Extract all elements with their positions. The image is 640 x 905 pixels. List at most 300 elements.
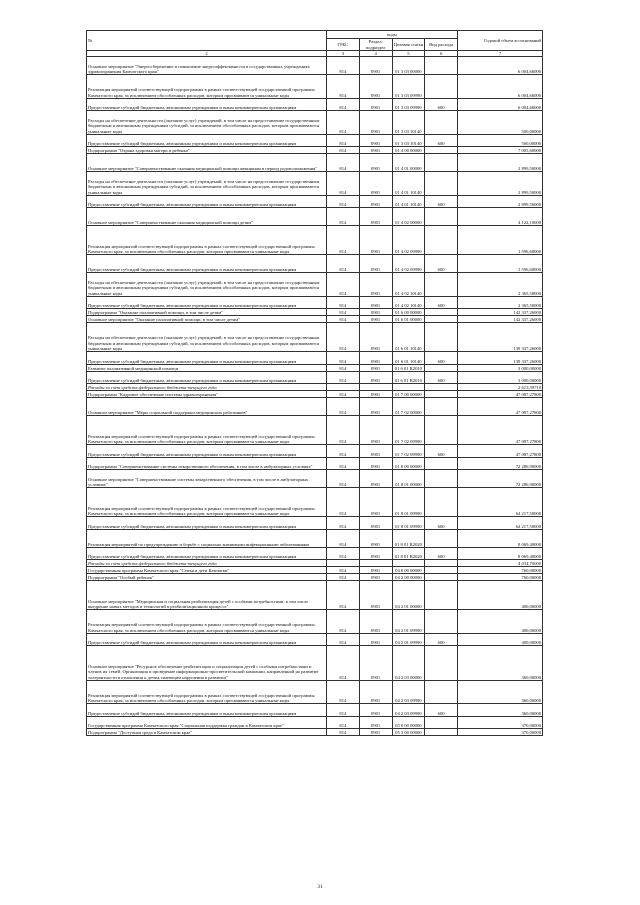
row-grbs: 814 xyxy=(327,273,360,297)
row-vid xyxy=(425,364,458,371)
row-vid: 600 xyxy=(425,633,458,646)
table-row xyxy=(87,470,543,488)
budget-table xyxy=(86,30,543,736)
row-grbs: 814 xyxy=(327,517,360,530)
row-name: Расходы на обеспечение деятельности (оказание услуг) учреждений, в том числе на предоставление государственным бюджетным и автономным учреждениям субсидий, за исключением обособленных расходов, которым присваиваются уникальные коды xyxy=(87,323,327,352)
table-row xyxy=(87,273,543,297)
header-col-number: 5 xyxy=(392,51,425,57)
table-row xyxy=(87,646,543,681)
row-celevaya: 01 6 01 R2010 xyxy=(392,371,425,384)
row-razdel: 0901 xyxy=(359,445,392,458)
table-row xyxy=(87,680,543,704)
row-grbs: 814 xyxy=(327,323,360,352)
row-celevaya: 01 4 00 00000 xyxy=(392,147,425,154)
row-celevaya: 01 4 02 09990 xyxy=(392,255,425,273)
table-row xyxy=(87,567,543,574)
row-grbs: 814 xyxy=(327,352,360,365)
row-vid xyxy=(425,57,458,75)
row-celevaya: 05 0 00 00000 xyxy=(392,716,425,729)
row-sum: 400,00000 xyxy=(458,610,543,634)
row-name: Расходы на обеспечение деятельности (оказание услуг) учреждений, в том числе на предоставление государственным бюджетным и автономным учреждениям субсидий, за исключением обособленных расходов, которым присваиваются уникальные коды xyxy=(87,273,327,297)
row-razdel: 0901 xyxy=(359,398,392,416)
row-grbs: 814 xyxy=(327,704,360,717)
row-grbs: 814 xyxy=(327,172,360,196)
row-grbs: 814 xyxy=(327,398,360,416)
table-body xyxy=(87,57,543,736)
table-row xyxy=(87,729,543,736)
row-sum: 47 087,27800 xyxy=(458,391,543,398)
row-celevaya: 04 2 03 00000 xyxy=(392,646,425,681)
row-name: Государственная программа Камчатского края "Семья и дети Камчатки" xyxy=(87,567,327,574)
table-row xyxy=(87,560,543,567)
row-razdel: 0901 xyxy=(359,391,392,398)
row-sum: 1 596,60000 xyxy=(458,226,543,255)
row-razdel: 0901 xyxy=(359,134,392,147)
row-celevaya: 01 4 01 00000 xyxy=(392,154,425,172)
row-grbs: 814 xyxy=(327,391,360,398)
row-celevaya: 01 4 02 09990 xyxy=(392,226,425,255)
row-vid: 600 xyxy=(425,134,458,147)
row-vid: 600 xyxy=(425,517,458,530)
row-celevaya: 01 8 01 09990 xyxy=(392,488,425,517)
row-vid xyxy=(425,154,458,172)
row-celevaya: 01 4 02 10140 xyxy=(392,296,425,309)
row-celevaya: 04 2 00 00000 xyxy=(392,574,425,581)
row-name: Подпрограмма "Охрана здоровья матери и ребенка" xyxy=(87,147,327,154)
row-grbs: 814 xyxy=(327,445,360,458)
row-sum: 760,00000 xyxy=(458,567,543,574)
row-name: Основное мероприятие "Ресурсное обеспечение реабилитации и социализации детей с особыми потребностями и членов их семей. Организация и проведение информационно-просветительской кампании, направленной на развитие толерантности в отношении к детям, имеющим нарушения в развитии" xyxy=(87,646,327,681)
row-name: Предоставление субсидий бюджетным, автономным учреждениям и иным некоммерческим организациям xyxy=(87,704,327,717)
row-name: Основное мероприятие "Меры социальной поддержки медицинских работников" xyxy=(87,398,327,416)
row-name: Расходы за счет средств федерального бюджета текущего года xyxy=(87,384,327,391)
row-celevaya: 04 2 01 00000 xyxy=(392,581,425,610)
row-name: Основное мероприятие "Совершенствование оказания медицинской помощи детям" xyxy=(87,208,327,226)
row-vid xyxy=(425,398,458,416)
row-celevaya: 01 6 01 R2010 xyxy=(392,364,425,371)
row-razdel: 0901 xyxy=(359,574,392,581)
row-celevaya xyxy=(392,560,425,567)
row-vid: 600 xyxy=(425,98,458,111)
row-name: Подпрограмма "Доступная среда в Камчатском крае" xyxy=(87,729,327,736)
row-razdel: 0901 xyxy=(359,547,392,560)
row-sum: 4 122,10000 xyxy=(458,208,543,226)
header-codes: коды xyxy=(327,31,458,39)
table-row xyxy=(87,134,543,147)
row-celevaya: 01 7 00 00000 xyxy=(392,391,425,398)
row-name: Реализация мероприятий соответствующей подпрограммы в рамках соответствующей государственной программы Камчатского края, за исключением обособленных расходов, которым присваиваются уникальные коды xyxy=(87,75,327,99)
row-sum: 142 337,26000 xyxy=(458,316,543,323)
row-vid xyxy=(425,567,458,574)
row-sum: 142 337,26000 xyxy=(458,309,543,316)
row-razdel: 0901 xyxy=(359,195,392,208)
row-sum: 400,00000 xyxy=(458,633,543,646)
row-name: Предоставление субсидий бюджетным, автономным учреждениям и иным некоммерческим организациям xyxy=(87,255,327,273)
row-vid xyxy=(425,610,458,634)
table-row xyxy=(87,398,543,416)
row-sum: 8 069,40000 xyxy=(458,547,543,560)
row-vid: 600 xyxy=(425,371,458,384)
row-grbs: 814 xyxy=(327,416,360,445)
row-celevaya: 01 8 01 R2020 xyxy=(392,547,425,560)
row-razdel: 0901 xyxy=(359,457,392,470)
row-razdel: 0901 xyxy=(359,517,392,530)
row-celevaya: 04 2 01 09990 xyxy=(392,610,425,634)
row-sum: 8 069,40000 xyxy=(458,529,543,547)
row-razdel: 0901 xyxy=(359,529,392,547)
row-grbs xyxy=(327,560,360,567)
row-sum: 3 000,00000 xyxy=(458,371,543,384)
header-num: № xyxy=(87,31,327,51)
row-name: Расходы на обеспечение деятельности (оказание услуг) учреждений, в том числе на предоставление государственным бюджетным и автономным учреждениям субсидий, за исключением обособленных расходов, которым присваиваются уникальные коды xyxy=(87,111,327,135)
row-celevaya: 01 6 01 10140 xyxy=(392,323,425,352)
row-razdel: 0901 xyxy=(359,610,392,634)
row-razdel: 0901 xyxy=(359,633,392,646)
row-vid: 600 xyxy=(425,255,458,273)
row-vid xyxy=(425,147,458,154)
row-vid xyxy=(425,172,458,196)
row-razdel xyxy=(359,384,392,391)
table-row xyxy=(87,488,543,517)
row-celevaya: 01 7 02 09990 xyxy=(392,416,425,445)
row-razdel: 0901 xyxy=(359,226,392,255)
row-vid xyxy=(425,309,458,316)
header-col-number: 2 xyxy=(87,51,327,57)
row-grbs xyxy=(327,384,360,391)
header-vid: Вид расхода xyxy=(425,39,458,51)
row-grbs: 814 xyxy=(327,457,360,470)
table-row xyxy=(87,316,543,323)
row-name: Реализация мероприятий соответствующей подпрограммы в рамках соответствующей государственной программы Камчатского края, за исключением обособленных расходов, которым присваиваются уникальные коды xyxy=(87,488,327,517)
table-row xyxy=(87,172,543,196)
row-name: Предоставление субсидий бюджетным, автономным учреждениям и иным некоммерческим организациям xyxy=(87,633,327,646)
row-vid: 600 xyxy=(425,547,458,560)
row-grbs: 814 xyxy=(327,134,360,147)
row-name: Реализация мероприятий соответствующей подпрограммы в рамках соответствующей государственной программы Камчатского края, за исключением обособленных расходов, которым присваиваются уникальные коды xyxy=(87,610,327,634)
row-name: Предоставление субсидий бюджетным, автономным учреждениям и иным некоммерческим организациям xyxy=(87,296,327,309)
table-row xyxy=(87,309,543,316)
row-vid xyxy=(425,729,458,736)
row-razdel: 0901 xyxy=(359,255,392,273)
row-vid: 600 xyxy=(425,296,458,309)
table-row xyxy=(87,633,543,646)
table-row xyxy=(87,610,543,634)
row-name: Основное мероприятие "Совершенствование системы лекарственного обеспечения, в том числе в амбулаторных условиях" xyxy=(87,470,327,488)
row-vid: 600 xyxy=(425,352,458,365)
row-vid xyxy=(425,529,458,547)
row-celevaya: 01 3 03 10140 xyxy=(392,134,425,147)
table-row xyxy=(87,111,543,135)
row-sum: 139 337,26000 xyxy=(458,323,543,352)
row-sum: 3 000,00000 xyxy=(458,364,543,371)
row-grbs: 814 xyxy=(327,488,360,517)
row-celevaya: 01 4 02 10140 xyxy=(392,273,425,297)
row-sum: 360,00000 xyxy=(458,646,543,681)
table-row xyxy=(87,352,543,365)
row-name: Реализация мероприятий соответствующей подпрограммы в рамках соответствующей государственной программы Камчатского края, за исключением обособленных расходов, которым присваиваются уникальные коды xyxy=(87,680,327,704)
row-razdel: 0901 xyxy=(359,57,392,75)
table-row xyxy=(87,364,543,371)
table-row xyxy=(87,529,543,547)
row-name: Основное мероприятие "Оказание паллиативной помощи, в том числе детям" xyxy=(87,316,327,323)
row-vid xyxy=(425,646,458,681)
row-razdel: 0901 xyxy=(359,208,392,226)
row-celevaya: 01 3 03 10140 xyxy=(392,111,425,135)
row-celevaya: 01 8 01 R2020 xyxy=(392,529,425,547)
row-razdel: 0901 xyxy=(359,371,392,384)
row-razdel: 0901 xyxy=(359,296,392,309)
row-celevaya: 01 3 03 09990 xyxy=(392,98,425,111)
row-razdel: 0901 xyxy=(359,581,392,610)
row-vid: 600 xyxy=(425,445,458,458)
row-vid xyxy=(425,416,458,445)
row-sum: 370,00000 xyxy=(458,729,543,736)
row-sum: 47 087,27800 xyxy=(458,416,543,445)
row-name: Предоставление субсидий бюджетным, автономным учреждениям и иным некоммерческим организациям xyxy=(87,371,327,384)
table-row xyxy=(87,57,543,75)
table-header xyxy=(87,31,543,57)
row-grbs: 814 xyxy=(327,529,360,547)
table-row xyxy=(87,445,543,458)
row-grbs: 814 xyxy=(327,371,360,384)
row-name: Подпрограмма "Особый ребенок" xyxy=(87,574,327,581)
row-grbs: 814 xyxy=(327,226,360,255)
row-grbs: 814 xyxy=(327,154,360,172)
row-grbs: 814 xyxy=(327,470,360,488)
row-grbs: 814 xyxy=(327,716,360,729)
row-vid xyxy=(425,680,458,704)
row-vid xyxy=(425,208,458,226)
row-sum: 139 337,26000 xyxy=(458,352,543,365)
row-vid xyxy=(425,75,458,99)
row-razdel: 0901 xyxy=(359,567,392,574)
row-razdel: 0901 xyxy=(359,111,392,135)
row-sum: 360,00000 xyxy=(458,680,543,704)
row-sum: 4 034,70000 xyxy=(458,560,543,567)
header-razdel: Раздел, подраздел xyxy=(359,39,392,51)
row-razdel: 0901 xyxy=(359,470,392,488)
row-celevaya: 05 3 00 00000 xyxy=(392,729,425,736)
row-grbs: 814 xyxy=(327,195,360,208)
row-vid xyxy=(425,111,458,135)
row-sum: 500,00000 xyxy=(458,134,543,147)
row-sum: 2 365,50000 xyxy=(458,296,543,309)
table-row xyxy=(87,547,543,560)
row-sum: 2 899,50000 xyxy=(458,172,543,196)
row-sum: 6 004,66000 xyxy=(458,98,543,111)
row-razdel: 0901 xyxy=(359,716,392,729)
row-name: Подпрограмма "Оказание паллиативной помощи, в том числе детям" xyxy=(87,309,327,316)
header-col-number: 3 xyxy=(327,51,360,57)
row-celevaya: 01 8 00 00000 xyxy=(392,457,425,470)
row-name: Расходы на обеспечение деятельности (оказание услуг) учреждений, в том числе на предоставление государственным бюджетным и автономным учреждениям субсидий, за исключением обособленных расходов, которым присваиваются уникальные коды xyxy=(87,172,327,196)
header-sum: Годовой объем ассигнований xyxy=(458,31,543,51)
row-sum: 47 087,27800 xyxy=(458,445,543,458)
row-vid: 600 xyxy=(425,704,458,717)
row-sum: 72 286,90000 xyxy=(458,457,543,470)
row-razdel: 0901 xyxy=(359,309,392,316)
row-celevaya: 01 4 01 10140 xyxy=(392,195,425,208)
row-name: Реализация мероприятий соответствующей подпрограммы в рамках соответствующей государственной программы Камчатского края, за исключением обособленных расходов, которым присваиваются уникальные коды xyxy=(87,416,327,445)
row-sum: 2 899,50000 xyxy=(458,154,543,172)
row-razdel: 0901 xyxy=(359,416,392,445)
row-grbs: 814 xyxy=(327,547,360,560)
row-grbs: 814 xyxy=(327,75,360,99)
row-grbs: 814 xyxy=(327,296,360,309)
row-grbs: 814 xyxy=(327,208,360,226)
row-grbs: 814 xyxy=(327,633,360,646)
header-col-number: 6 xyxy=(425,51,458,57)
table-row xyxy=(87,208,543,226)
row-sum: 1 596,60000 xyxy=(458,255,543,273)
row-name: Основное мероприятие "Медицинская и социальная реабилитация детей с особыми потребностями, в том числе внедрение новых методов и технологий в реабилитационном процессе" xyxy=(87,581,327,610)
table-row xyxy=(87,574,543,581)
row-razdel: 0901 xyxy=(359,147,392,154)
document-page xyxy=(86,30,543,736)
row-sum: 2 365,50000 xyxy=(458,273,543,297)
row-grbs: 814 xyxy=(327,567,360,574)
row-grbs: 814 xyxy=(327,98,360,111)
row-name: Предоставление субсидий бюджетным, автономным учреждениям и иным некоммерческим организациям xyxy=(87,445,327,458)
row-celevaya: 01 4 01 10140 xyxy=(392,172,425,196)
row-name: Предоставление субсидий бюджетным, автономным учреждениям и иным некоммерческим организациям xyxy=(87,195,327,208)
row-sum: 2 899,50000 xyxy=(458,195,543,208)
table-row xyxy=(87,255,543,273)
table-row xyxy=(87,226,543,255)
row-sum: 72 286,90000 xyxy=(458,470,543,488)
row-name: Государственная программа Камчатского края "Социальная поддержка граждан в Камчатском крае" xyxy=(87,716,327,729)
row-name: Предоставление субсидий бюджетным, автономным учреждениям и иным некоммерческим организациям xyxy=(87,98,327,111)
row-name: Развитие паллиативной медицинской помощи xyxy=(87,364,327,371)
row-razdel: 0901 xyxy=(359,323,392,352)
row-name: Предоставление субсидий бюджетным, автономным учреждениям и иным некоммерческим организациям xyxy=(87,134,327,147)
table-row xyxy=(87,98,543,111)
row-name: Реализация мероприятий по предупреждению и борьбе с социально значимыми инфекционными заболеваниями xyxy=(87,529,327,547)
row-vid xyxy=(425,488,458,517)
row-vid xyxy=(425,384,458,391)
row-celevaya: 04 2 01 09990 xyxy=(392,633,425,646)
table-row xyxy=(87,154,543,172)
row-name: Предоставление субсидий бюджетным, автономным учреждениям и иным некоммерческим организациям xyxy=(87,547,327,560)
row-razdel: 0901 xyxy=(359,98,392,111)
row-razdel: 0901 xyxy=(359,352,392,365)
row-vid xyxy=(425,391,458,398)
row-vid: 600 xyxy=(425,195,458,208)
row-sum: 500,00000 xyxy=(458,111,543,135)
table-row xyxy=(87,416,543,445)
row-grbs: 814 xyxy=(327,57,360,75)
table-row xyxy=(87,323,543,352)
row-celevaya: 01 8 01 00000 xyxy=(392,470,425,488)
row-razdel: 0901 xyxy=(359,154,392,172)
row-razdel xyxy=(359,560,392,567)
row-vid xyxy=(425,560,458,567)
table-row xyxy=(87,457,543,470)
row-celevaya xyxy=(392,384,425,391)
row-grbs: 814 xyxy=(327,680,360,704)
row-grbs: 814 xyxy=(327,255,360,273)
row-razdel: 0901 xyxy=(359,75,392,99)
row-grbs: 814 xyxy=(327,147,360,154)
header-celevaya: Целевая статья xyxy=(392,39,425,51)
page-number: 31 xyxy=(317,884,323,890)
row-razdel: 0901 xyxy=(359,488,392,517)
row-razdel: 0901 xyxy=(359,364,392,371)
table-row xyxy=(87,371,543,384)
row-sum: 6 004,66000 xyxy=(458,57,543,75)
row-vid xyxy=(425,581,458,610)
row-name: Расходы за счет средств федерального бюджета текущего года xyxy=(87,560,327,567)
row-celevaya: 04 2 03 09990 xyxy=(392,680,425,704)
row-sum: 7 005,60000 xyxy=(458,147,543,154)
row-grbs: 814 xyxy=(327,309,360,316)
row-celevaya: 01 4 02 00000 xyxy=(392,208,425,226)
row-celevaya: 01 3 03 09990 xyxy=(392,75,425,99)
header-col-number: 4 xyxy=(359,51,392,57)
table-row xyxy=(87,704,543,717)
row-celevaya: 01 6 00 00000 xyxy=(392,309,425,316)
row-name: Основное мероприятие "Энергосбережение и повышение энергоэффективности в государственных учреждениях здравоохранения Камчатского края" xyxy=(87,57,327,75)
row-sum: 64 217,50000 xyxy=(458,517,543,530)
row-grbs: 814 xyxy=(327,364,360,371)
row-celevaya: 01 6 01 00000 xyxy=(392,316,425,323)
table-row xyxy=(87,716,543,729)
row-sum: 400,00000 xyxy=(458,581,543,610)
row-sum: 370,00000 xyxy=(458,716,543,729)
row-name: Основное мероприятие "Совершенствование оказания медицинской помощи женщинам в период родовспоможения" xyxy=(87,154,327,172)
row-sum: 64 217,50000 xyxy=(458,488,543,517)
row-razdel: 0901 xyxy=(359,729,392,736)
row-name: Подпрограмма "Совершенствование системы лекарственного обеспечения, в том числе в амбулаторных условиях" xyxy=(87,457,327,470)
row-razdel: 0901 xyxy=(359,704,392,717)
row-celevaya: 01 8 01 09990 xyxy=(392,517,425,530)
row-vid xyxy=(425,316,458,323)
row-sum: 2 613,39710 xyxy=(458,384,543,391)
table-row xyxy=(87,147,543,154)
table-row xyxy=(87,391,543,398)
table-row xyxy=(87,517,543,530)
table-row xyxy=(87,384,543,391)
row-name: Предоставление субсидий бюджетным, автономным учреждениям и иным некоммерческим организациям xyxy=(87,352,327,365)
row-razdel: 0901 xyxy=(359,273,392,297)
row-vid xyxy=(425,323,458,352)
row-celevaya: 04 2 03 09990 xyxy=(392,704,425,717)
row-celevaya: 01 7 02 00000 xyxy=(392,398,425,416)
header-col-number: 7 xyxy=(458,51,543,57)
row-sum: 47 087,27800 xyxy=(458,398,543,416)
row-sum: 6 004,66000 xyxy=(458,75,543,99)
row-razdel: 0901 xyxy=(359,172,392,196)
row-grbs: 814 xyxy=(327,646,360,681)
row-grbs: 814 xyxy=(327,111,360,135)
row-razdel: 0901 xyxy=(359,646,392,681)
table-row xyxy=(87,75,543,99)
row-celevaya: 04 0 00 00000 xyxy=(392,567,425,574)
row-grbs: 814 xyxy=(327,581,360,610)
row-vid xyxy=(425,457,458,470)
row-grbs: 814 xyxy=(327,729,360,736)
row-sum: 760,00000 xyxy=(458,574,543,581)
header-grbs: ГРБС xyxy=(327,39,360,51)
row-grbs: 814 xyxy=(327,574,360,581)
row-grbs: 814 xyxy=(327,610,360,634)
row-vid xyxy=(425,574,458,581)
row-razdel: 0901 xyxy=(359,316,392,323)
row-sum: 360,00000 xyxy=(458,704,543,717)
table-row xyxy=(87,296,543,309)
row-name: Предоставление субсидий бюджетным, автономным учреждениям и иным некоммерческим организациям xyxy=(87,517,327,530)
row-celevaya: 01 3 03 00000 xyxy=(392,57,425,75)
